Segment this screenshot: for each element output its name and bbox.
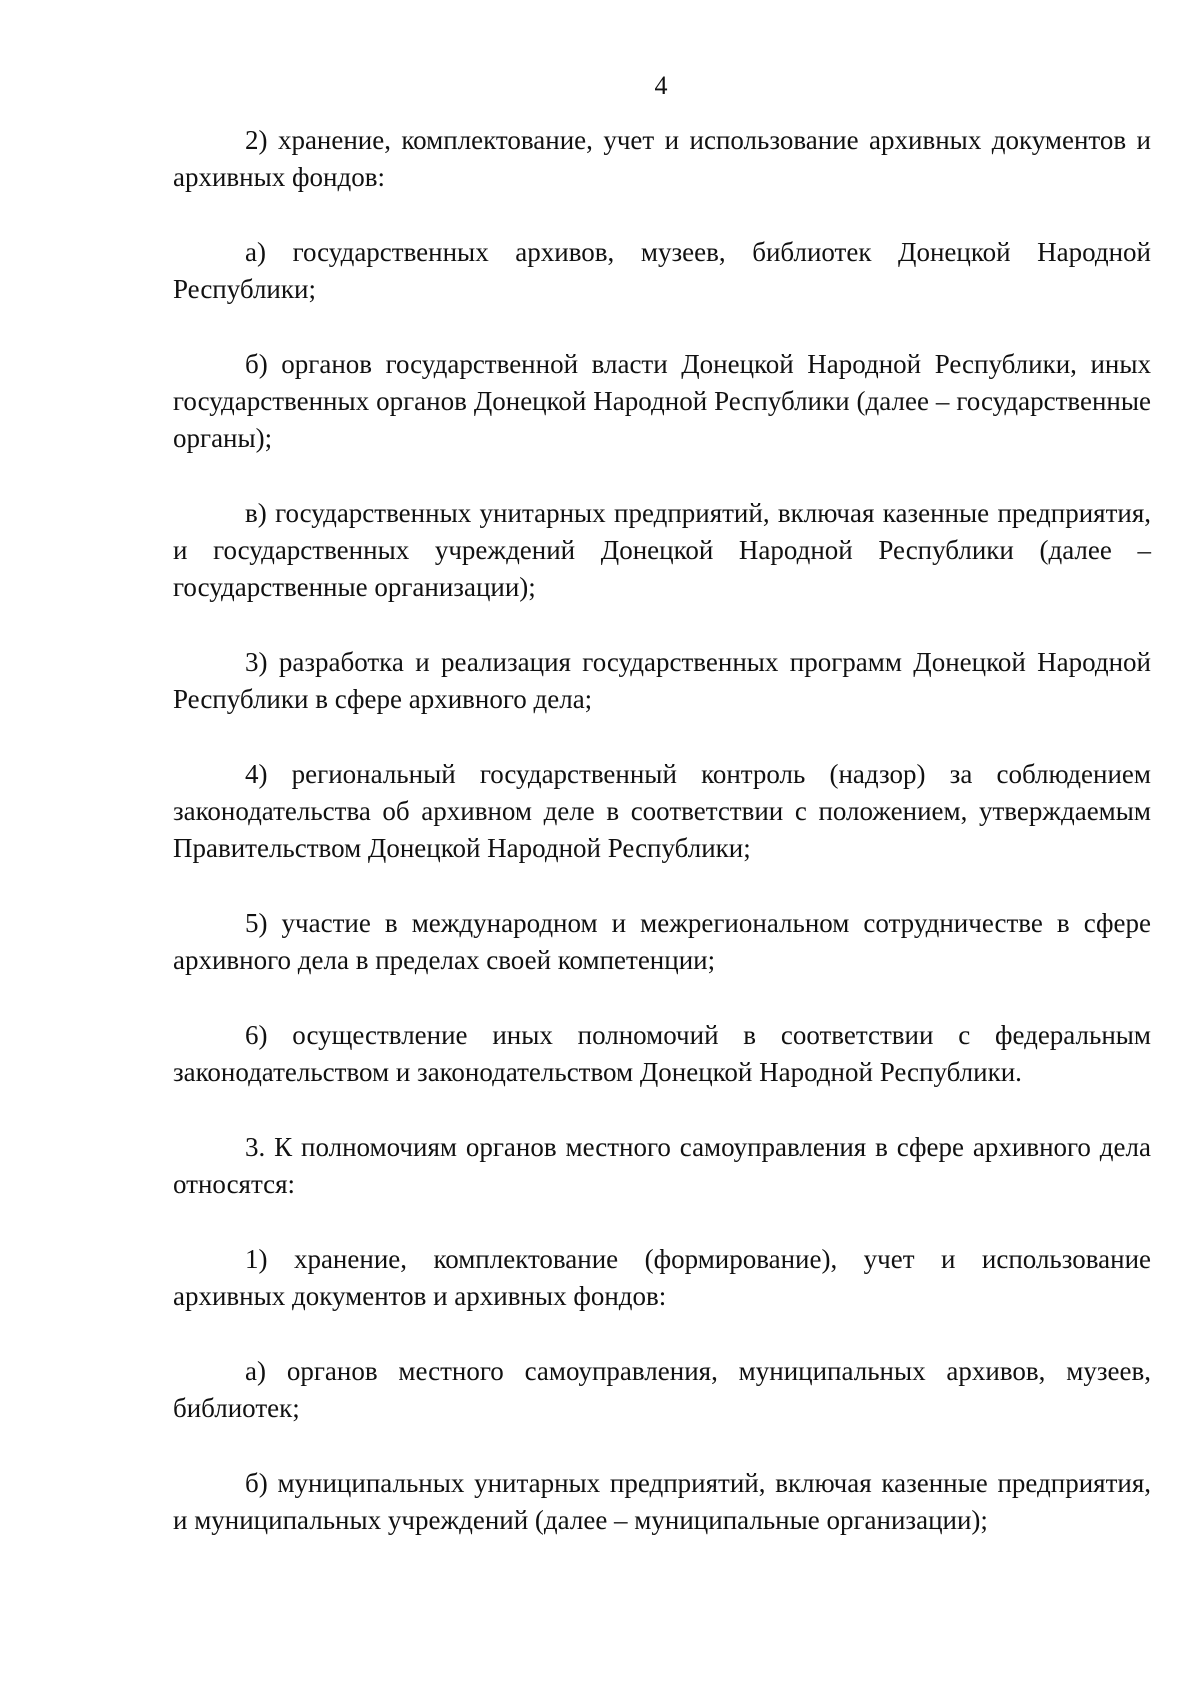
paragraph-3-1a-local-bodies: а) органов местного самоуправления, муниципальных архивов, музеев, библиотек; [173,1356,1151,1423]
paragraph-4-regional-control: 4) региональный государственный контроль (надзор) за соблюдением законодательства об архивном деле в соответствии с положением, утверждаемым Правительством Донецкой Народной Республики; [173,759,1151,863]
paragraph-2b-state-bodies: б) органов государственной власти Донецкой Народной Республики, иных государственных органов Донецкой Народной Республики (далее – государственные органы); [173,349,1151,453]
document-body [173,122,1151,1577]
paragraph-3-programs: 3) разработка и реализация государственных программ Донецкой Народной Республики в сфере архивного дела; [173,647,1151,714]
paragraph-2v-state-organizations: в) государственных унитарных предприятий, включая казенные предприятия, и государственных учреждений Донецкой Народной Республики (далее – государственные организации); [173,498,1151,602]
paragraph-3-1b-municipal-organizations: б) муниципальных унитарных предприятий, включая казенные предприятия, и муниципальных учреждений (далее – муниципальные организации); [173,1468,1151,1535]
paragraph-5-cooperation: 5) участие в международном и межрегиональном сотрудничестве в сфере архивного дела в пределах своей компетенции; [173,908,1151,975]
paragraph-2a-state-archives: а) государственных архивов, музеев, библиотек Донецкой Народной Республики; [173,237,1151,304]
section-3-local-government: 3. К полномочиям органов местного самоуправления в сфере архивного дела относятся: [173,1132,1151,1199]
page-number: 4 [654,71,668,100]
paragraph-2-storage: 2) хранение, комплектование, учет и использование архивных документов и архивных фондов: [173,125,1151,192]
paragraph-6-other-powers: 6) осуществление иных полномочий в соответствии с федеральным законодательством и законодательством Донецкой Народной Республики. [173,1020,1151,1087]
paragraph-3-1-storage: 1) хранение, комплектование (формирование), учет и использование архивных документов и архивных фондов: [173,1244,1151,1311]
